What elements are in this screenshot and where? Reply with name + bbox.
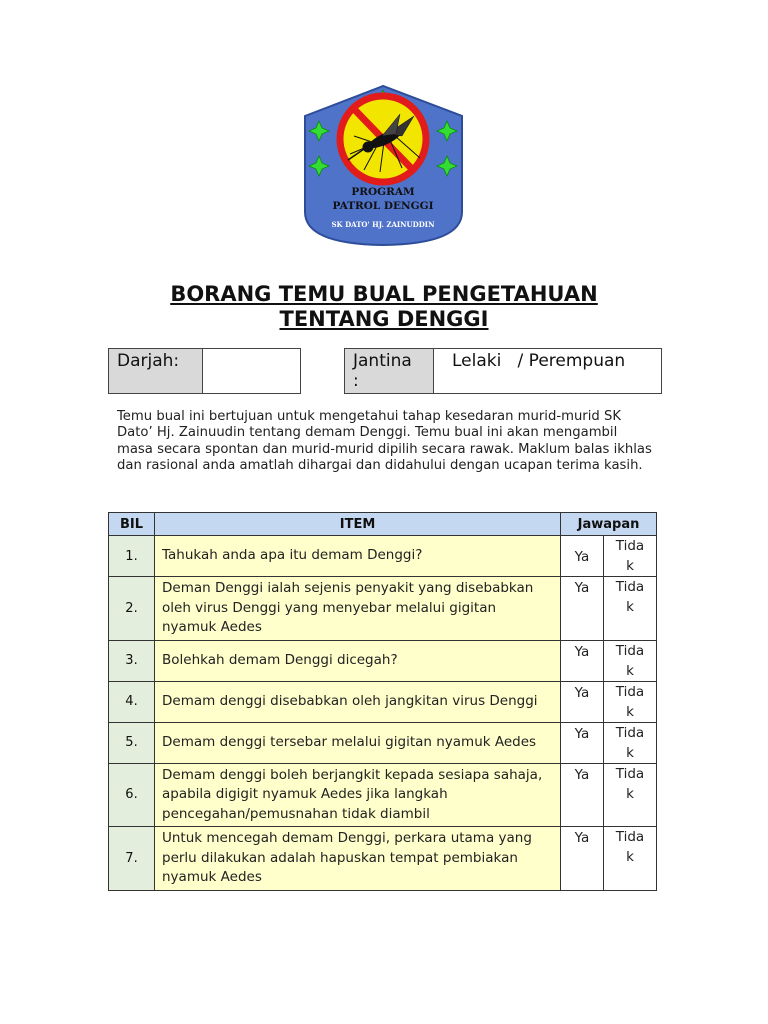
answer-tidak[interactable] bbox=[604, 827, 657, 891]
table-header-row bbox=[109, 513, 657, 536]
answer-tidak[interactable] bbox=[604, 536, 657, 577]
row-item: Bolehkah demam Denggi dicegah? bbox=[155, 640, 561, 681]
table-row bbox=[109, 681, 657, 722]
answer-ya[interactable]: Ya bbox=[561, 763, 604, 827]
row-bil: 7. bbox=[109, 827, 155, 891]
table-row bbox=[109, 640, 657, 681]
row-bil: 3. bbox=[109, 640, 155, 681]
answer-ya[interactable]: Ya bbox=[561, 681, 604, 722]
logo-text-2: PATROL DENGGI bbox=[332, 200, 434, 212]
darjah-label: Darjah: bbox=[109, 349, 203, 393]
table-row bbox=[109, 722, 657, 763]
row-item: Demam denggi tersebar melalui gigitan nyamuk Aedes bbox=[155, 722, 561, 763]
page-title bbox=[0, 282, 768, 332]
row-item: Tahukah anda apa itu demam Denggi? bbox=[155, 536, 561, 577]
table-row bbox=[109, 763, 657, 827]
answer-tidak-line-1: Tida bbox=[615, 765, 645, 782]
answer-tidak[interactable] bbox=[604, 763, 657, 827]
header-bil: BIL bbox=[109, 513, 155, 536]
answer-tidak-line-2: k bbox=[626, 703, 634, 720]
jantina-label-line-2: : bbox=[353, 371, 359, 391]
row-bil: 1. bbox=[109, 536, 155, 577]
logo-text-3: SK DATO' HJ. ZAINUDDIN bbox=[331, 220, 435, 229]
answer-ya[interactable]: Ya bbox=[561, 536, 604, 577]
answer-tidak-line-1: Tida bbox=[615, 829, 645, 845]
answer-ya[interactable]: Ya bbox=[561, 722, 604, 763]
table-row bbox=[109, 577, 657, 641]
table-row bbox=[109, 536, 657, 577]
title-line-1: BORANG TEMU BUAL PENGETAHUAN bbox=[170, 282, 598, 306]
jantina-label-line-1: Jantina bbox=[353, 351, 412, 371]
table-row bbox=[109, 827, 657, 891]
row-bil: 2. bbox=[109, 577, 155, 641]
answer-tidak-line-2: k bbox=[626, 558, 634, 574]
answer-tidak[interactable] bbox=[604, 577, 657, 641]
row-item: Demam denggi boleh berjangkit kepada sesiapa sahaja, apabila digigit nyamuk Aedes jika langkah pencegahan/pemusnahan tidak diambil bbox=[155, 763, 561, 827]
title-line-2: TENTANG DENGGI bbox=[279, 307, 489, 331]
answer-tidak-line-2: k bbox=[626, 785, 634, 802]
answer-tidak-line-1: Tida bbox=[615, 724, 645, 741]
program-logo bbox=[302, 84, 465, 248]
jantina-value[interactable]: Lelaki / Perempuan bbox=[452, 351, 626, 371]
row-bil: 6. bbox=[109, 763, 155, 827]
row-bil: 4. bbox=[109, 681, 155, 722]
row-bil: 5. bbox=[109, 722, 155, 763]
answer-tidak-line-2: k bbox=[626, 849, 634, 865]
question-table bbox=[108, 512, 657, 891]
jantina-field bbox=[344, 348, 662, 394]
answer-ya[interactable]: Ya bbox=[561, 577, 604, 641]
answer-tidak-line-1: Tida bbox=[615, 538, 645, 554]
answer-tidak-line-2: k bbox=[626, 662, 634, 679]
answer-tidak[interactable] bbox=[604, 681, 657, 722]
answer-tidak-line-1: Tida bbox=[615, 579, 645, 595]
answer-tidak-line-1: Tida bbox=[615, 642, 645, 659]
header-item: ITEM bbox=[155, 513, 561, 536]
answer-tidak-line-2: k bbox=[626, 744, 634, 761]
darjah-field bbox=[108, 348, 301, 394]
jantina-label bbox=[345, 349, 434, 393]
row-item: Deman Denggi ialah sejenis penyakit yang disebabkan oleh virus Denggi yang menyebar melalui gigitan nyamuk Aedes bbox=[155, 577, 561, 641]
answer-ya[interactable]: Ya bbox=[561, 640, 604, 681]
answer-tidak[interactable] bbox=[604, 722, 657, 763]
row-item: Demam denggi disebabkan oleh jangkitan virus Denggi bbox=[155, 681, 561, 722]
logo-text-1: PROGRAM bbox=[351, 186, 415, 198]
intro-paragraph: Temu bual ini bertujuan untuk mengetahui tahap kesedaran murid-murid SK Dato’ Hj. Zainuudin tentang demam Denggi. Temu bual ini akan mengambil masa secara spontan dan murid-murid dipilih secara rawak. Maklum balas ikhlas dan rasional anda amatlah dihargai dan didahului dengan ucapan terima kasih. bbox=[117, 409, 652, 473]
answer-ya[interactable]: Ya bbox=[561, 827, 604, 891]
answer-tidak[interactable] bbox=[604, 640, 657, 681]
header-jawapan: Jawapan bbox=[561, 513, 657, 536]
answer-tidak-line-2: k bbox=[626, 599, 634, 615]
row-item: Untuk mencegah demam Denggi, perkara utama yang perlu dilakukan adalah hapuskan tempat pembiakan nyamuk Aedes bbox=[155, 827, 561, 891]
answer-tidak-line-1: Tida bbox=[615, 683, 645, 700]
